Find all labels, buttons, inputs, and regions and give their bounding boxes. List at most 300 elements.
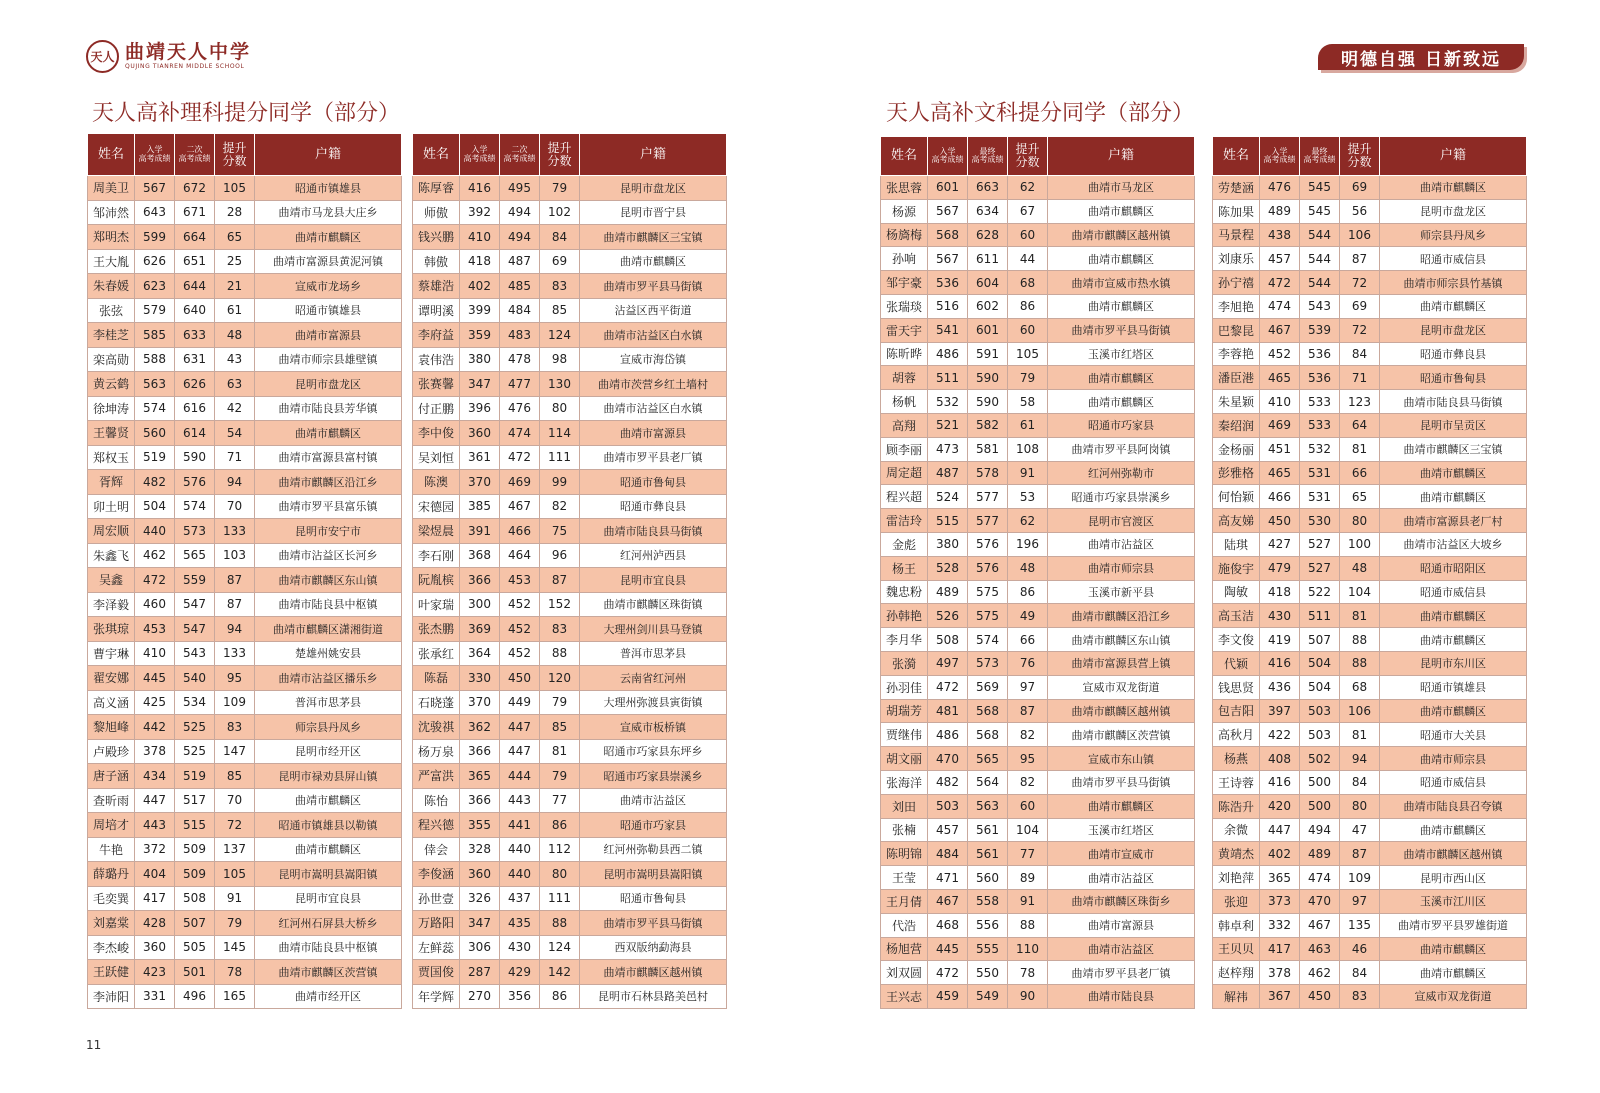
score-improvement: 28 <box>215 200 255 225</box>
hometown: 昆明市呈贡区 <box>1380 413 1527 437</box>
score-improvement: 88 <box>540 911 580 936</box>
student-name: 陈厚睿 <box>413 176 460 201</box>
score-improvement: 165 <box>215 984 255 1009</box>
table-row <box>413 862 727 887</box>
entry-score: 417 <box>1260 937 1300 961</box>
final-score: 487 <box>500 249 540 274</box>
student-name: 宋德园 <box>413 494 460 519</box>
table-row <box>88 274 402 299</box>
final-score: 509 <box>175 837 215 862</box>
hometown: 昭通市威信县 <box>1380 770 1527 794</box>
table-row <box>88 494 402 519</box>
entry-score: 418 <box>1260 580 1300 604</box>
score-improvement: 110 <box>1008 937 1048 961</box>
table-row <box>413 323 727 348</box>
table-row <box>413 249 727 274</box>
hometown: 曲靖市宣威市热水镇 <box>1048 271 1195 295</box>
score-improvement: 124 <box>540 935 580 960</box>
entry-score: 457 <box>1260 247 1300 271</box>
entry-score: 460 <box>135 592 175 617</box>
table-row <box>88 568 402 593</box>
entry-score: 365 <box>460 764 500 789</box>
hometown: 曲靖市沾益区白水镇 <box>580 323 727 348</box>
entry-score: 410 <box>135 641 175 666</box>
final-score: 581 <box>968 437 1008 461</box>
score-improvement: 88 <box>1340 651 1380 675</box>
student-name: 李府益 <box>413 323 460 348</box>
score-improvement: 48 <box>1340 556 1380 580</box>
score-improvement: 94 <box>215 470 255 495</box>
entry-score: 541 <box>928 318 968 342</box>
student-name: 黄靖杰 <box>1213 842 1260 866</box>
final-score: 531 <box>1300 485 1340 509</box>
entry-score: 567 <box>135 176 175 201</box>
student-name: 李沛阳 <box>88 984 135 1009</box>
score-improvement: 88 <box>1340 628 1380 652</box>
final-score: 591 <box>968 342 1008 366</box>
entry-score: 416 <box>1260 770 1300 794</box>
student-name: 贾继伟 <box>881 723 928 747</box>
student-name: 代颖 <box>1213 651 1260 675</box>
hometown: 昆明市盘龙区 <box>580 176 727 201</box>
final-score: 430 <box>500 935 540 960</box>
student-name: 张赛馨 <box>413 372 460 397</box>
score-improvement: 88 <box>540 641 580 666</box>
score-improvement: 87 <box>1340 247 1380 271</box>
entry-score: 416 <box>1260 651 1300 675</box>
final-score: 464 <box>500 543 540 568</box>
student-name: 黄云鹤 <box>88 372 135 397</box>
table-row <box>88 911 402 936</box>
final-score: 500 <box>1300 770 1340 794</box>
student-name: 韩傲 <box>413 249 460 274</box>
table-row <box>1213 699 1527 723</box>
table-row <box>881 247 1195 271</box>
student-name: 沈骏祺 <box>413 715 460 740</box>
final-score: 443 <box>500 788 540 813</box>
score-improvement: 104 <box>1340 580 1380 604</box>
score-improvement: 44 <box>1008 247 1048 271</box>
final-score: 511 <box>1300 604 1340 628</box>
student-name: 施俊宇 <box>1213 556 1260 580</box>
student-name: 余微 <box>1213 818 1260 842</box>
entry-score: 440 <box>135 519 175 544</box>
final-score: 543 <box>175 641 215 666</box>
entry-score: 360 <box>460 862 500 887</box>
final-score: 478 <box>500 347 540 372</box>
score-improvement: 133 <box>215 641 255 666</box>
hometown: 曲靖市陆良县中枢镇 <box>255 592 402 617</box>
score-improvement: 112 <box>540 837 580 862</box>
student-name: 唐子涵 <box>88 764 135 789</box>
table-row <box>881 485 1195 509</box>
score-improvement: 142 <box>540 960 580 985</box>
student-name: 孙宁禧 <box>1213 271 1260 295</box>
hometown: 曲靖市麒麟区 <box>1380 937 1527 961</box>
final-score: 575 <box>968 604 1008 628</box>
final-score: 565 <box>968 747 1008 771</box>
col-header-final-score: 最终 高考成绩 <box>1300 137 1340 176</box>
entry-score: 469 <box>1260 413 1300 437</box>
final-score: 536 <box>1300 342 1340 366</box>
hometown: 昆明市嵩明县嵩阳镇 <box>580 862 727 887</box>
final-score: 634 <box>968 199 1008 223</box>
hometown: 曲靖市师宗县雄壁镇 <box>255 347 402 372</box>
hometown: 玉溪市江川区 <box>1380 889 1527 913</box>
final-score: 574 <box>968 628 1008 652</box>
entry-score: 626 <box>135 249 175 274</box>
score-improvement: 85 <box>540 715 580 740</box>
entry-score: 504 <box>135 494 175 519</box>
entry-score: 367 <box>1260 985 1300 1009</box>
student-name: 卯土明 <box>88 494 135 519</box>
entry-score: 585 <box>135 323 175 348</box>
table-row <box>88 764 402 789</box>
student-name: 袁伟浩 <box>413 347 460 372</box>
student-name: 马景程 <box>1213 223 1260 247</box>
hometown: 曲靖市罗平县富乐镇 <box>255 494 402 519</box>
score-improvement: 83 <box>215 715 255 740</box>
student-name: 陈加果 <box>1213 199 1260 223</box>
student-name: 张瑞琰 <box>881 294 928 318</box>
table-row <box>88 886 402 911</box>
final-score: 577 <box>968 509 1008 533</box>
table-row <box>1213 747 1527 771</box>
table-row <box>88 347 402 372</box>
student-name: 杨万泉 <box>413 739 460 764</box>
student-name: 钱思贤 <box>1213 675 1260 699</box>
hometown: 曲靖市麒麟区 <box>1380 294 1527 318</box>
score-improvement: 84 <box>540 225 580 250</box>
final-score: 560 <box>968 866 1008 890</box>
table-row <box>88 200 402 225</box>
table-row <box>881 937 1195 961</box>
table-row <box>881 199 1195 223</box>
student-name: 张思蓉 <box>881 176 928 200</box>
student-name: 石晓蓬 <box>413 690 460 715</box>
hometown: 曲靖市麒麟区沿江乡 <box>255 470 402 495</box>
table-row <box>881 985 1195 1009</box>
final-score: 616 <box>175 396 215 421</box>
table-row <box>88 421 402 446</box>
final-score: 440 <box>500 862 540 887</box>
hometown: 曲靖市麒麟区茨营镇 <box>255 960 402 985</box>
student-name: 张海洋 <box>881 770 928 794</box>
hometown: 曲靖市师宗县 <box>1048 556 1195 580</box>
student-name: 代浩 <box>881 913 928 937</box>
table-row <box>1213 985 1527 1009</box>
score-improvement: 46 <box>1340 937 1380 961</box>
final-score: 565 <box>175 543 215 568</box>
table-row <box>881 628 1195 652</box>
score-improvement: 137 <box>215 837 255 862</box>
table-row <box>413 911 727 936</box>
score-improvement: 86 <box>540 813 580 838</box>
student-name: 吴刘恒 <box>413 445 460 470</box>
student-name: 邹沛然 <box>88 200 135 225</box>
score-improvement: 87 <box>540 568 580 593</box>
score-improvement: 79 <box>1008 366 1048 390</box>
student-name: 王跃健 <box>88 960 135 985</box>
final-score: 568 <box>968 699 1008 723</box>
student-name: 孙响 <box>881 247 928 271</box>
student-name: 陈昕晔 <box>881 342 928 366</box>
student-name: 贾国俊 <box>413 960 460 985</box>
table-row <box>1213 366 1527 390</box>
table-row <box>413 176 727 201</box>
science-table-2 <box>412 133 727 1009</box>
score-improvement: 80 <box>1340 794 1380 818</box>
entry-score: 451 <box>1260 437 1300 461</box>
entry-score: 465 <box>1260 366 1300 390</box>
table-row <box>1213 580 1527 604</box>
entry-score: 445 <box>135 666 175 691</box>
hometown: 曲靖市麒麟区 <box>1380 961 1527 985</box>
table-row <box>88 984 402 1009</box>
col-header-improvement: 提升 分数 <box>540 134 580 176</box>
student-name: 李蓉艳 <box>1213 342 1260 366</box>
hometown: 昆明市盘龙区 <box>1380 318 1527 342</box>
score-improvement: 71 <box>1340 366 1380 390</box>
hometown: 玉溪市新平县 <box>1048 580 1195 604</box>
col-header-hometown: 户籍 <box>580 134 727 176</box>
final-score: 484 <box>500 298 540 323</box>
col-header-name: 姓名 <box>1213 137 1260 176</box>
score-improvement: 97 <box>1008 675 1048 699</box>
entry-score: 366 <box>460 788 500 813</box>
table-row <box>1213 247 1527 271</box>
final-score: 544 <box>1300 223 1340 247</box>
hometown: 曲靖市麒麟区 <box>255 421 402 446</box>
table-row <box>881 437 1195 461</box>
score-improvement: 78 <box>215 960 255 985</box>
score-improvement: 91 <box>1008 889 1048 913</box>
score-improvement: 71 <box>215 445 255 470</box>
final-score: 507 <box>1300 628 1340 652</box>
table-row <box>881 556 1195 580</box>
score-improvement: 87 <box>1340 842 1380 866</box>
table-row <box>881 342 1195 366</box>
hometown: 曲靖市麒麟区珠街乡 <box>1048 889 1195 913</box>
student-name: 刘田 <box>881 794 928 818</box>
hometown: 曲靖市陆良县马街镇 <box>1380 390 1527 414</box>
entry-score: 536 <box>928 271 968 295</box>
student-name: 邹宇豪 <box>881 271 928 295</box>
final-score: 568 <box>968 723 1008 747</box>
hometown: 曲靖市罗平县老厂镇 <box>1048 961 1195 985</box>
table-row <box>881 580 1195 604</box>
entry-score: 373 <box>1260 889 1300 913</box>
entry-score: 567 <box>928 247 968 271</box>
entry-score: 385 <box>460 494 500 519</box>
student-name: 胡文丽 <box>881 747 928 771</box>
hometown: 曲靖市麒麟区 <box>255 837 402 862</box>
score-improvement: 70 <box>215 788 255 813</box>
entry-score: 447 <box>1260 818 1300 842</box>
score-improvement: 133 <box>215 519 255 544</box>
entry-score: 368 <box>460 543 500 568</box>
final-score: 474 <box>500 421 540 446</box>
final-score: 467 <box>1300 913 1340 937</box>
student-name: 郑权玉 <box>88 445 135 470</box>
final-score: 545 <box>1300 176 1340 200</box>
final-score: 543 <box>1300 294 1340 318</box>
final-score: 536 <box>1300 366 1340 390</box>
score-improvement: 95 <box>215 666 255 691</box>
hometown: 曲靖市陆良县召夸镇 <box>1380 794 1527 818</box>
entry-score: 445 <box>928 937 968 961</box>
hometown: 曲靖市罗平县阿岗镇 <box>1048 437 1195 461</box>
student-name: 刘艳萍 <box>1213 866 1260 890</box>
table-row <box>88 739 402 764</box>
entry-score: 452 <box>1260 342 1300 366</box>
entry-score: 471 <box>928 866 968 890</box>
student-name: 巴黎昆 <box>1213 318 1260 342</box>
table-row <box>1213 842 1527 866</box>
table-row <box>881 223 1195 247</box>
final-score: 573 <box>968 651 1008 675</box>
hometown: 曲靖市师宗县 <box>1380 747 1527 771</box>
student-name: 王月倩 <box>881 889 928 913</box>
student-name: 谭明溪 <box>413 298 460 323</box>
table-row <box>1213 318 1527 342</box>
entry-score: 508 <box>928 628 968 652</box>
score-improvement: 83 <box>540 274 580 299</box>
table-row <box>88 666 402 691</box>
score-improvement: 84 <box>1340 961 1380 985</box>
table-row <box>88 543 402 568</box>
final-score: 501 <box>175 960 215 985</box>
table-row <box>1213 485 1527 509</box>
hometown: 楚雄州姚安县 <box>255 641 402 666</box>
table-row <box>88 323 402 348</box>
entry-score: 434 <box>135 764 175 789</box>
score-improvement: 87 <box>215 568 255 593</box>
student-name: 潘臣港 <box>1213 366 1260 390</box>
score-improvement: 95 <box>1008 747 1048 771</box>
student-name: 叶家瑞 <box>413 592 460 617</box>
student-name: 刘双圆 <box>881 961 928 985</box>
entry-score: 476 <box>1260 176 1300 200</box>
final-score: 532 <box>1300 437 1340 461</box>
table-row <box>1213 413 1527 437</box>
final-score: 474 <box>1300 866 1340 890</box>
score-improvement: 81 <box>1340 723 1380 747</box>
col-header-final-score: 二次 高考成绩 <box>500 134 540 176</box>
score-improvement: 54 <box>215 421 255 446</box>
entry-score: 438 <box>1260 223 1300 247</box>
table-row <box>881 390 1195 414</box>
final-score: 559 <box>175 568 215 593</box>
score-improvement: 48 <box>1008 556 1048 580</box>
table-row <box>1213 651 1527 675</box>
entry-score: 486 <box>928 342 968 366</box>
student-name: 李文俊 <box>1213 628 1260 652</box>
student-name: 年学辉 <box>413 984 460 1009</box>
table-row <box>413 200 727 225</box>
final-score: 561 <box>968 818 1008 842</box>
table-row <box>1213 437 1527 461</box>
score-improvement: 102 <box>540 200 580 225</box>
entry-score: 560 <box>135 421 175 446</box>
score-improvement: 85 <box>540 298 580 323</box>
final-score: 467 <box>500 494 540 519</box>
entry-score: 410 <box>460 225 500 250</box>
hometown: 昆明市宜良县 <box>255 886 402 911</box>
score-improvement: 72 <box>1340 318 1380 342</box>
final-score: 569 <box>968 675 1008 699</box>
score-improvement: 78 <box>1008 961 1048 985</box>
student-name: 郑明杰 <box>88 225 135 250</box>
entry-score: 360 <box>135 935 175 960</box>
score-improvement: 89 <box>1008 866 1048 890</box>
final-score: 462 <box>1300 961 1340 985</box>
final-score: 561 <box>968 842 1008 866</box>
score-improvement: 152 <box>540 592 580 617</box>
student-name: 杨王 <box>881 556 928 580</box>
student-name: 周培才 <box>88 813 135 838</box>
student-name: 高秋月 <box>1213 723 1260 747</box>
student-name: 黎旭峰 <box>88 715 135 740</box>
score-improvement: 86 <box>1008 580 1048 604</box>
final-score: 505 <box>175 935 215 960</box>
table-row <box>413 813 727 838</box>
score-improvement: 109 <box>215 690 255 715</box>
hometown: 曲靖市陆良县 <box>1048 985 1195 1009</box>
table-row <box>88 225 402 250</box>
final-score: 614 <box>175 421 215 446</box>
student-name: 刘康乐 <box>1213 247 1260 271</box>
entry-score: 487 <box>928 461 968 485</box>
hometown: 曲靖市麒麟区 <box>1380 485 1527 509</box>
final-score: 576 <box>175 470 215 495</box>
hometown: 昆明市官渡区 <box>1048 509 1195 533</box>
table-row <box>413 617 727 642</box>
student-name: 杨旭营 <box>881 937 928 961</box>
table-row <box>881 461 1195 485</box>
final-score: 626 <box>175 372 215 397</box>
final-score: 494 <box>1300 818 1340 842</box>
student-name: 王兴志 <box>881 985 928 1009</box>
student-name: 王诗蓉 <box>1213 770 1260 794</box>
entry-score: 574 <box>135 396 175 421</box>
entry-score: 419 <box>1260 628 1300 652</box>
final-score: 449 <box>500 690 540 715</box>
final-score: 508 <box>175 886 215 911</box>
table-row <box>88 862 402 887</box>
score-improvement: 48 <box>215 323 255 348</box>
hometown: 红河州石屏县大桥乡 <box>255 911 402 936</box>
entry-score: 466 <box>1260 485 1300 509</box>
final-score: 671 <box>175 200 215 225</box>
hometown: 曲靖市麒麟区 <box>1048 794 1195 818</box>
entry-score: 402 <box>1260 842 1300 866</box>
col-header-final-score: 二次 高考成绩 <box>175 134 215 176</box>
entry-score: 408 <box>1260 747 1300 771</box>
hometown: 西双版纳勐海县 <box>580 935 727 960</box>
table-row <box>881 294 1195 318</box>
hometown: 曲靖市麒麟区越州镇 <box>1048 223 1195 247</box>
entry-score: 423 <box>135 960 175 985</box>
score-improvement: 80 <box>540 396 580 421</box>
entry-score: 404 <box>135 862 175 887</box>
entry-score: 366 <box>460 739 500 764</box>
table-row <box>1213 271 1527 295</box>
student-name: 牛艳 <box>88 837 135 862</box>
final-score: 590 <box>968 390 1008 414</box>
table-row <box>413 715 727 740</box>
final-score: 503 <box>1300 699 1340 723</box>
